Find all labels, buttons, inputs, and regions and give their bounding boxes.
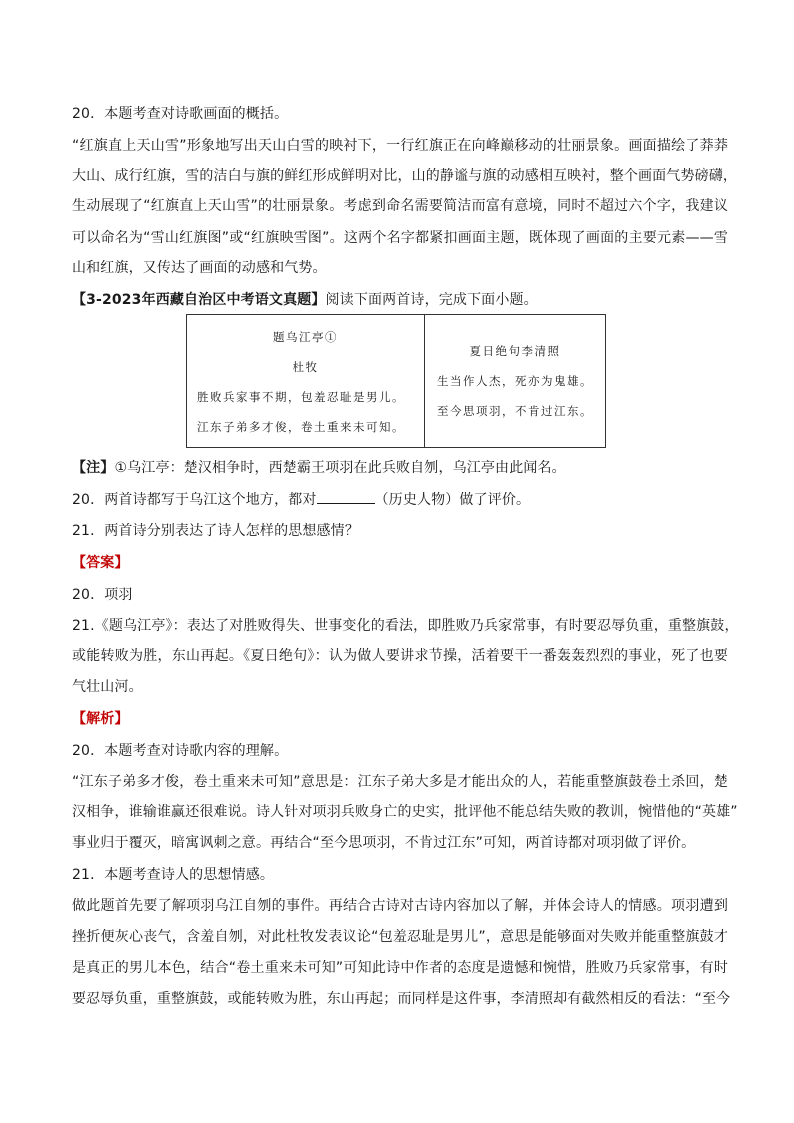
poem-author: 杜牧 (292, 360, 319, 374)
poem-line: 生当作人杰，死亦为鬼雄。 (437, 374, 593, 388)
paragraph-line: 山和红旗，又传达了画面的动感和气势。 (72, 260, 327, 276)
answer-20: 20．项羽 (72, 587, 133, 603)
question-20-text-before: 20．两首诗都写于乌江这个地方，都对 (72, 492, 317, 508)
poem-cell-left (187, 315, 425, 447)
answer-21-line: 气壮山河。 (72, 679, 143, 695)
poem-line: 至今思项羽，不肯过江东。 (437, 404, 593, 418)
poem-table (186, 314, 606, 448)
question-20 (72, 489, 728, 510)
analysis-label: 【解析】 (72, 711, 129, 727)
question-20-text-after: （历史人物）做了评价。 (374, 492, 531, 508)
question-source-line (72, 290, 728, 310)
analysis-20-line: 汉相争，谁输谁赢还很难说。诗人针对项羽兵败身亡的史实，批评他不能总结失败的教训，惋惜他的“英雄” (72, 804, 738, 820)
poem-title: 夏日绝句李清照 (469, 344, 561, 358)
analysis-20-line: 事业归于覆灭，暗寓讽刺之意。再结合“至今思项羽，不肯过江东”可知，两首诗都对项羽做了评价。 (72, 835, 696, 851)
paragraph-line: 大山、成行红旗，雪的洁白与旗的鲜红形成鲜明对比，山的静谧与旗的动感相互映衬，整个画面气势磅礴， (72, 168, 738, 184)
paragraph-line: 可以命名为“雪山红旗图”或“红旗映雪图”。这两个名字都紧扣画面主题，既体现了画面的主要元素——雪 (72, 230, 728, 246)
note-text: ①乌江亭：楚汉相争时，西楚霸王项羽在此兵败自刎，乌江亭由此闻名。 (114, 460, 566, 476)
poem-line: 江东子弟多才俊，卷土重来未可知。 (197, 420, 405, 434)
q20-topic-heading: 20．本题考查对诗歌画面的概括。 (72, 106, 289, 122)
answer-21-line: 或能转败为胜，东山再起。《夏日绝句》：认为做人要讲求节操，活着要干一番轰轰烈烈的事业，死了也要 (72, 648, 728, 664)
analysis-21-line: 要忍辱负重，重整旗鼓，或能转败为胜，东山再起；而同样是这件事，李清照却有截然相反的看法：“至今 (72, 991, 731, 1007)
note-line (72, 458, 728, 478)
question-21: 21．两首诗分别表达了诗人怎样的思想感情？ (72, 523, 359, 539)
poem-title: 题乌江亭① (273, 330, 338, 344)
question-source-tag: 【3-2023年西藏自治区中考语文真题】 (72, 292, 326, 308)
analysis-20-heading: 20．本题考查对诗歌内容的理解。 (72, 743, 289, 759)
note-label: 【注】 (72, 460, 115, 476)
analysis-21-line: 是真正的男儿本色，结合“卷土重来未可知”可知此诗中作者的态度是遗憾和惋惜，胜败乃兵家常事，有时 (72, 960, 728, 976)
analysis-21-line: 做此题首先要了解项羽乌江自刎的事件。再结合古诗对古诗内容加以了解，并体会诗人的情感。项羽遭到 (72, 898, 728, 914)
poem-cell-right (425, 315, 605, 447)
analysis-21-heading: 21．本题考查诗人的思想情感。 (72, 867, 275, 883)
analysis-21-line: 挫折便灰心丧气，含羞自刎，对此杜牧发表议论“包羞忍耻是男儿”，意思是能够面对失败并能重整旗鼓才 (72, 929, 728, 945)
paragraph-line: “红旗直上天山雪”形象地写出天山白雪的映衬下，一行红旗正在向峰巅移动的壮丽景象。画面描绘了莽莽 (72, 138, 728, 154)
question-instruction: 阅读下面两首诗，完成下面小题。 (325, 292, 538, 308)
poem-line: 胜败兵家事不期，包羞忍耻是男儿。 (197, 390, 405, 404)
answer-21-line: 21.《题乌江亭》：表达了对胜败得失、世事变化的看法，即胜败乃兵家常事，有时要忍辱负重，重整旗鼓， (72, 618, 739, 634)
answer-label: 【答案】 (72, 555, 129, 571)
answer-blank (317, 489, 375, 504)
paragraph-line: 生动展现了“红旗直上天山雪”的壮丽景象。考虑到命名需要简洁而富有意境，同时不超过六个字，我建议 (72, 198, 728, 214)
analysis-20-line: “江东子弟多才俊，卷土重来未可知”意思是：江东子弟大多是才能出众的人，若能重整旗鼓卷土杀回，楚 (72, 774, 728, 790)
